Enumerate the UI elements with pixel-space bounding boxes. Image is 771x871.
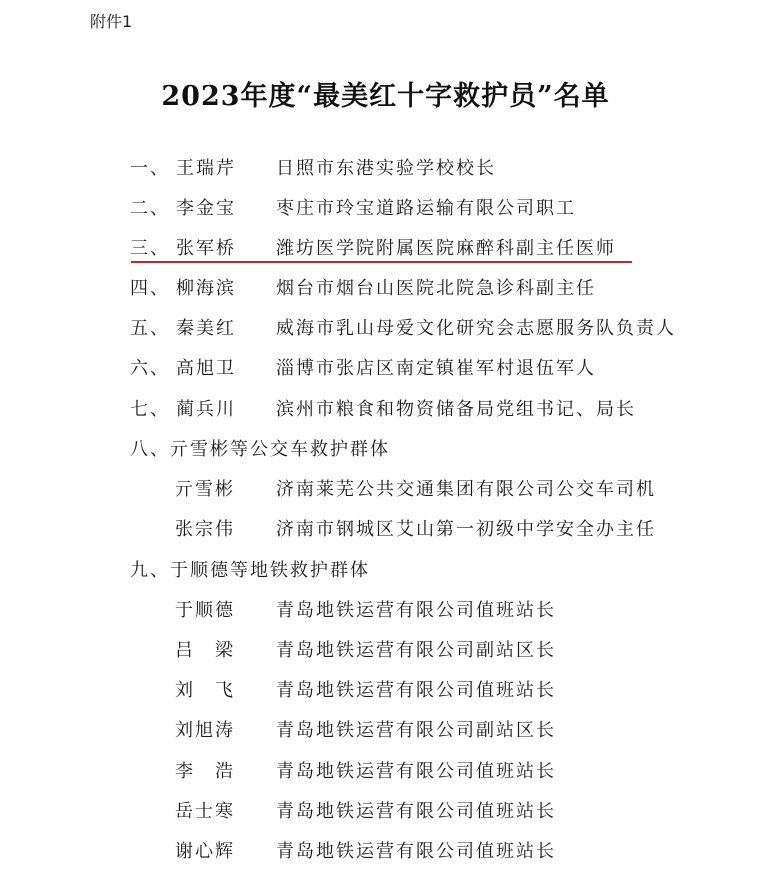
- item-number: 五、: [130, 318, 170, 339]
- affiliation: 枣庄市玲宝道路运输有限公司职工: [276, 198, 576, 219]
- person-name: 刘旭涛: [175, 720, 235, 741]
- highlight-underline: [131, 261, 632, 263]
- affiliation: 济南莱芜公共交通集团有限公司公交车司机: [276, 479, 656, 500]
- attachment-label: 附件1: [90, 12, 133, 31]
- person-name: 秦美红: [176, 318, 236, 339]
- item-number: 一、: [130, 158, 170, 179]
- name-char-1: 吕: [175, 640, 193, 661]
- item-number: 二、: [130, 198, 170, 219]
- person-name: 王瑞芹: [176, 158, 236, 179]
- person-name: 张宗伟: [175, 519, 235, 540]
- affiliation: 济南市钢城区艾山第一初级中学安全办主任: [276, 519, 656, 540]
- group-title: 九、于顺德等地铁救护群体: [130, 560, 370, 581]
- person-name: 岳士寒: [175, 801, 235, 822]
- name-char-2: 浩: [215, 761, 233, 782]
- affiliation: 烟台市烟台山医院北院急诊科副主任: [276, 278, 596, 299]
- item-number: 七、: [130, 399, 170, 420]
- person-name: 亓雪彬: [175, 479, 235, 500]
- person-name: 于顺德: [175, 600, 235, 621]
- affiliation: 青岛地铁运营有限公司值班站长: [276, 600, 556, 621]
- affiliation: 淄博市张店区南定镇崔军村退伍军人: [276, 358, 596, 379]
- item-number: 四、: [130, 278, 170, 299]
- item-number: 六、: [130, 358, 170, 379]
- affiliation: 威海市乳山母爱文化研究会志愿服务队负责人: [276, 318, 676, 339]
- person-name: 李金宝: [176, 198, 236, 219]
- person-name: 谢心辉: [175, 841, 235, 862]
- affiliation: 青岛地铁运营有限公司值班站长: [276, 680, 556, 701]
- item-number: 三、: [130, 238, 170, 259]
- name-char-2: 梁: [215, 640, 233, 661]
- person-name: 蔺兵川: [176, 399, 236, 420]
- person-name: 柳海滨: [176, 278, 236, 299]
- affiliation: 青岛地铁运营有限公司值班站长: [276, 801, 556, 822]
- group-title: 八、亓雪彬等公交车救护群体: [130, 439, 390, 460]
- affiliation: 日照市东港实验学校校长: [276, 158, 496, 179]
- affiliation: 青岛地铁运营有限公司副站区长: [276, 720, 556, 741]
- name-char-1: 刘: [175, 680, 193, 701]
- person-name: 张军桥: [176, 238, 236, 259]
- person-name: [175, 757, 263, 787]
- affiliation: 青岛地铁运营有限公司副站区长: [276, 640, 556, 661]
- affiliation: 青岛地铁运营有限公司值班站长: [276, 761, 556, 782]
- affiliation: 青岛地铁运营有限公司值班站长: [276, 841, 556, 862]
- affiliation: 潍坊医学院附属医院麻醉科副主任医师: [276, 238, 616, 259]
- person-name: [175, 636, 263, 666]
- name-char-2: 飞: [215, 680, 233, 701]
- person-name: 高旭卫: [176, 358, 236, 379]
- name-char-1: 李: [175, 761, 193, 782]
- person-name: [175, 676, 263, 706]
- page-title: 2023年度“最美红十字救护员”名单: [161, 81, 610, 112]
- affiliation: 滨州市粮食和物资储备局党组书记、局长: [276, 399, 636, 420]
